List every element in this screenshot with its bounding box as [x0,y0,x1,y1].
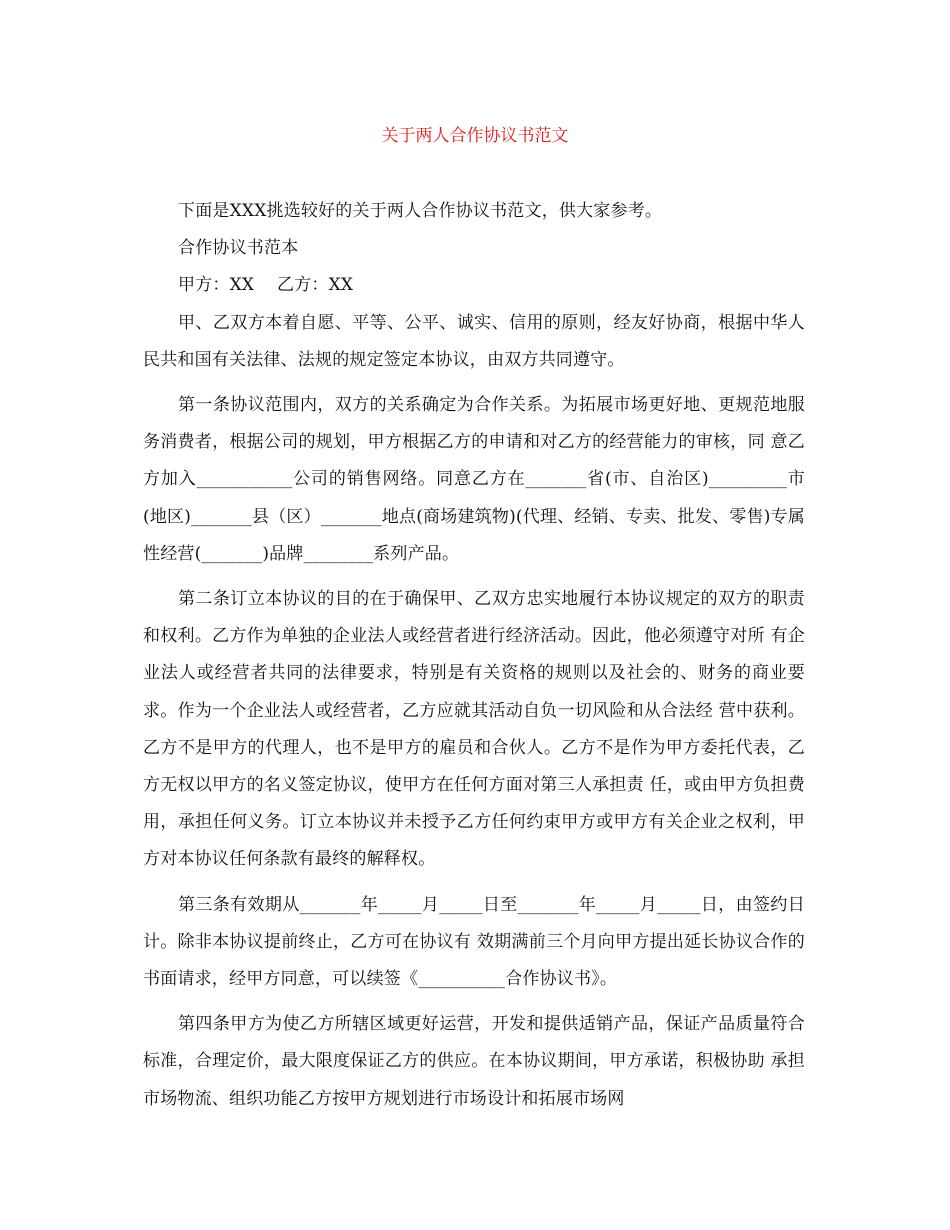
article-2-paragraph: 第二条订立本协议的目的在于确保甲、乙双方忠实地履行本协议规定的双方的职责和权利。乙方作为单独的企业法人或经营者进行经济活动。因此，他必须遵守对所 有企业法人或经营者共同的法律要求，特别是有关资格的规则以及社会的、财务的商业要求。作为一个企业法人或经营者，乙方应就其活动自负一切风险和从合法经 营中获利。乙方不是甲方的代理人，也不是甲方的雇员和合伙人。乙方不是作为甲方委托代表，乙方无权以甲方的名义签定协议，使甲方在任何方面对第三人承担责 任，或由甲方负担费用，承担任何义务。订立本协议并未授予乙方任何约束甲方或甲方有关企业之权利，甲方对本协议任何条款有最终的解释权。 [143,589,805,870]
preamble-paragraph: 甲、乙双方本着自愿、平等、公平、诚实、信用的原则，经友好协商，根据中华人民共和国有关法律、法规的规定签定本协议，由双方共同遵守。 [143,312,805,370]
article-1-paragraph: 第一条协议范围内，双方的关系确定为合作关系。为拓展市场更好地、更规范地服务消费者，根据公司的规划，甲方根据乙方的申请和对乙方的经营能力的审核，同 意乙方加入___________公司的销售网络。同意乙方在_______省(市、自治区)_________市(地区)_______县（区）_______地点(商场建筑物)(代理、经销、专卖、批发、零售)专属性经营(_______)品牌________系列产品。 [143,395,805,564]
intro-paragraph: 下面是XXX挑选较好的关于两人合作协议书范文，供大家参考。 [178,201,663,221]
section-heading: 合作协议书范本 [178,238,299,259]
article-4-paragraph: 第四条甲方为使乙方所辖区域更好运营，开发和提供适销产品，保证产品质量符合标准，合理定价，最大限度保证乙方的供应。在本协议期间，甲方承诺，积极协助 承担市场物流、组织功能乙方按甲方规划进行市场设计和拓展市场网 [143,1014,805,1109]
parties-line: 甲方：XX 乙方：XX [178,275,354,296]
document-body [143,193,805,1118]
article-3-paragraph: 第三条有效期从_______年_____月_____日至_______年_____月_____日，由签约日计。除非本协议提前终止，乙方可在协议有 效期满前三个月向甲方提出延长协议合作的书面请求，经甲方同意，可以续签《__________合作协议书》。 [143,894,805,990]
document-title: 关于两人合作协议书范文 [381,126,569,146]
